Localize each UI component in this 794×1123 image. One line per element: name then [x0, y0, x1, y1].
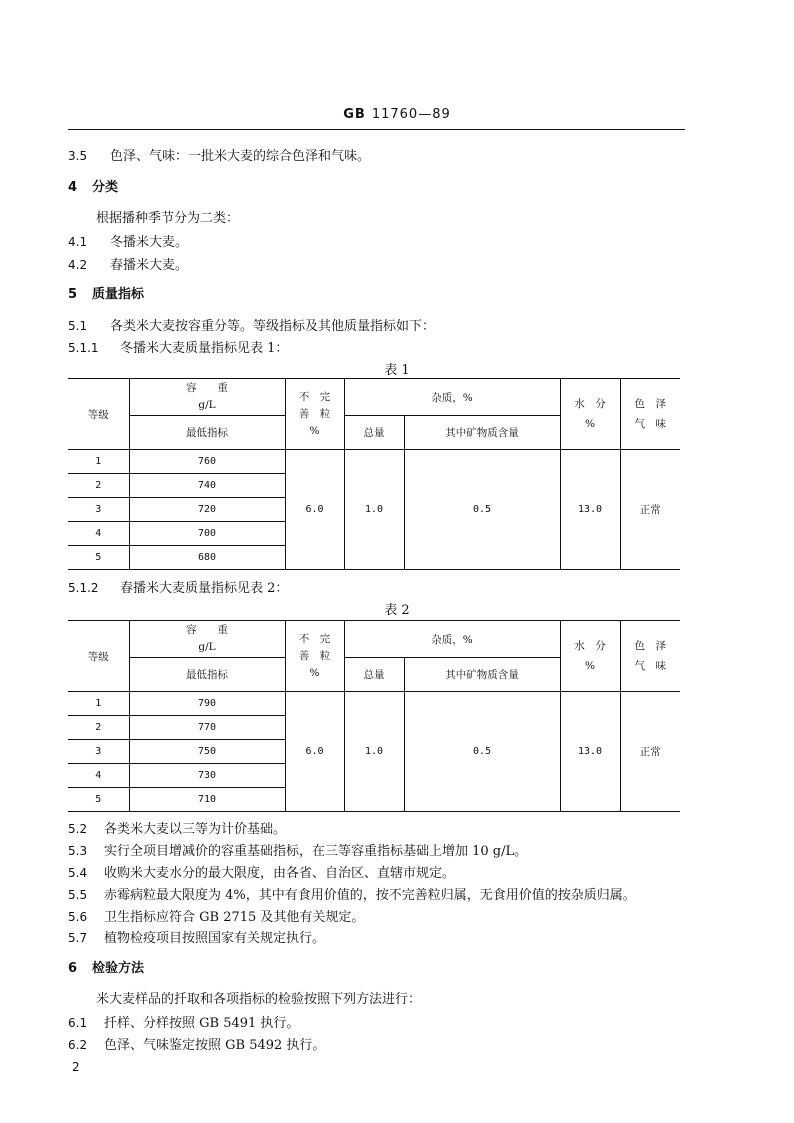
imperfect-header: [285, 379, 344, 450]
imperfect-header-line1: 不 完: [298, 632, 331, 645]
clause-number: 5.2: [68, 822, 88, 836]
grade-cell: 1: [68, 450, 129, 474]
color-header: [620, 621, 680, 692]
clause-6-1: [68, 1015, 299, 1032]
clause-5-3: [68, 843, 527, 860]
header-rule: [68, 129, 685, 130]
clause-text: 实行全项目增减价的容重基础指标，在三等容重指标基础上增加 10 g/L。: [104, 844, 528, 859]
clause-text: 收购米大麦水分的最大限度，由各省、自治区、直辖市规定。: [104, 866, 456, 881]
weight-cell: 680: [129, 546, 285, 570]
color-value: 正常: [620, 692, 680, 812]
clause-text: 各类米大麦按容重分等。等级指标及其他质量指标如下：: [110, 319, 436, 334]
clause-6-2: [68, 1037, 325, 1054]
impurity-mineral-header: 其中矿物质含量: [404, 416, 560, 450]
weight-cell: 770: [129, 716, 285, 740]
weight-header-unit: g/L: [198, 641, 216, 653]
clause-text: 植物检疫项目按照国家有关规定执行。: [104, 931, 326, 946]
clause-text: 各类米大麦以三等为计价基础。: [104, 822, 287, 837]
table-1-caption: 表 1: [384, 363, 410, 378]
impurity-header: 杂质，%: [344, 379, 560, 416]
clause-4-2: [68, 257, 188, 274]
clause-text: 春播米大麦。: [110, 258, 189, 273]
clause-text: 冬播米大麦质量指标见表 1：: [120, 341, 289, 356]
weight-header-unit: g/L: [198, 399, 216, 411]
imperfect-header-line3: %: [309, 666, 320, 679]
impurity-total-value: 1.0: [344, 450, 404, 570]
section-5-heading: [68, 287, 144, 303]
grade-cell: 4: [68, 764, 129, 788]
clause-5-7: [68, 930, 325, 947]
weight-cell: 750: [129, 740, 285, 764]
section-6-intro: 米大麦样品的扦取和各项指标的检验按照下列方法进行：: [96, 992, 422, 1007]
impurity-total-header: 总量: [344, 416, 404, 450]
color-header-line2: 气 味: [634, 660, 667, 672]
weight-header-label: 容 重: [186, 624, 228, 636]
mineral-value: 0.5: [404, 692, 560, 812]
clause-number: 4.2: [68, 258, 88, 272]
section-number: 6: [68, 961, 78, 976]
page-number: 2: [72, 1060, 80, 1074]
impurity-mineral-header: 其中矿物质含量: [404, 658, 560, 692]
header-code: GB: [343, 107, 366, 122]
imperfect-header: [285, 621, 344, 692]
weight-cell: 720: [129, 498, 285, 522]
weight-header: [129, 621, 285, 658]
color-header-line1: 色 泽: [634, 398, 667, 410]
color-header: [620, 379, 680, 450]
clause-5-6: [68, 909, 364, 926]
grade-header: 等级: [68, 621, 129, 692]
weight-cell: 790: [129, 692, 285, 716]
clause-number: 5.1.2: [68, 581, 99, 595]
clause-text: 春播米大麦质量指标见表 2：: [120, 581, 289, 596]
section-title: 分类: [92, 180, 119, 195]
moisture-value: 13.0: [560, 692, 620, 812]
weight-cell: 740: [129, 474, 285, 498]
moisture-header: [560, 621, 620, 692]
section-title: 检验方法: [92, 961, 145, 976]
moisture-header-line2: %: [585, 660, 595, 672]
weight-cell: 710: [129, 788, 285, 812]
clause-number: 5.6: [68, 910, 88, 924]
grade-cell: 1: [68, 692, 129, 716]
section-6-heading: [68, 961, 144, 977]
moisture-header: [560, 379, 620, 450]
section-title: 质量指标: [92, 287, 145, 302]
grade-cell: 5: [68, 546, 129, 570]
clause-5-1-2: [68, 580, 288, 597]
clause-3-5: [68, 148, 370, 165]
clause-number: 6.2: [68, 1038, 88, 1052]
table-2: [68, 620, 680, 812]
moisture-header-line1: 水 分: [574, 640, 606, 652]
clause-5-4: [68, 865, 455, 882]
clause-number: 5.7: [68, 931, 88, 945]
table-2-caption: 表 2: [384, 603, 410, 618]
moisture-header-line2: %: [585, 418, 595, 430]
imperfect-header-line1: 不 完: [298, 390, 331, 403]
clause-number: 5.1.1: [68, 341, 99, 355]
moisture-header-line1: 水 分: [574, 398, 606, 410]
grade-cell: 2: [68, 474, 129, 498]
color-header-line1: 色 泽: [634, 640, 667, 652]
imperfect-header-line3: %: [309, 424, 320, 437]
clause-text: 赤霉病粒最大限度为 4%，其中有食用价值的，按不完善粒归属，无食用价值的按杂质归属。: [104, 888, 636, 903]
impurity-total-header: 总量: [344, 658, 404, 692]
clause-number: 3.5: [68, 149, 88, 163]
weight-cell: 700: [129, 522, 285, 546]
section-number: 5: [68, 287, 78, 302]
clause-number: 5.1: [68, 319, 88, 333]
color-value: 正常: [620, 450, 680, 570]
clause-5-1: [68, 318, 435, 335]
grade-cell: 5: [68, 788, 129, 812]
color-header-line2: 气 味: [634, 418, 667, 430]
table-row: [68, 450, 680, 474]
standard-header: [0, 107, 794, 122]
clause-number: 4.1: [68, 235, 88, 249]
clause-text: 卫生指标应符合 GB 2715 及其他有关规定。: [104, 910, 365, 925]
impurity-header: 杂质，%: [344, 621, 560, 658]
section-number: 4: [68, 180, 78, 195]
clause-text: 色泽、气味鉴定按照 GB 5492 执行。: [104, 1038, 326, 1053]
moisture-value: 13.0: [560, 450, 620, 570]
grade-cell: 3: [68, 740, 129, 764]
grade-cell: 2: [68, 716, 129, 740]
imperfect-value: 6.0: [285, 692, 344, 812]
clause-5-2: [68, 821, 286, 838]
weight-min-header: 最低指标: [129, 658, 285, 692]
imperfect-header-line2: 善 粒: [298, 649, 331, 662]
clause-number: 5.3: [68, 844, 88, 858]
weight-min-header: 最低指标: [129, 416, 285, 450]
clause-5-1-1: [68, 340, 288, 357]
imperfect-value: 6.0: [285, 450, 344, 570]
clause-number: 6.1: [68, 1016, 88, 1030]
clause-number: 5.5: [68, 888, 88, 902]
impurity-total-value: 1.0: [344, 692, 404, 812]
clause-5-5: [68, 887, 636, 904]
weight-cell: 760: [129, 450, 285, 474]
clause-text: 色泽、气味：一批米大麦的综合色泽和气味。: [110, 149, 371, 164]
mineral-value: 0.5: [404, 450, 560, 570]
grade-header: 等级: [68, 379, 129, 450]
section-4-heading: [68, 180, 118, 196]
imperfect-header-line2: 善 粒: [298, 407, 331, 420]
grade-cell: 4: [68, 522, 129, 546]
table-row: [68, 692, 680, 716]
clause-4-1: [68, 234, 188, 251]
weight-cell: 730: [129, 764, 285, 788]
weight-header-label: 容 重: [186, 382, 228, 394]
section-4-intro: 根据播种季节分为二类：: [96, 211, 240, 226]
weight-header: [129, 379, 285, 416]
table-1: [68, 378, 680, 570]
clause-text: 扦样、分样按照 GB 5491 执行。: [104, 1016, 300, 1031]
clause-text: 冬播米大麦。: [110, 235, 189, 250]
grade-cell: 3: [68, 498, 129, 522]
clause-number: 5.4: [68, 866, 88, 880]
header-number: 11760—89: [371, 107, 451, 122]
